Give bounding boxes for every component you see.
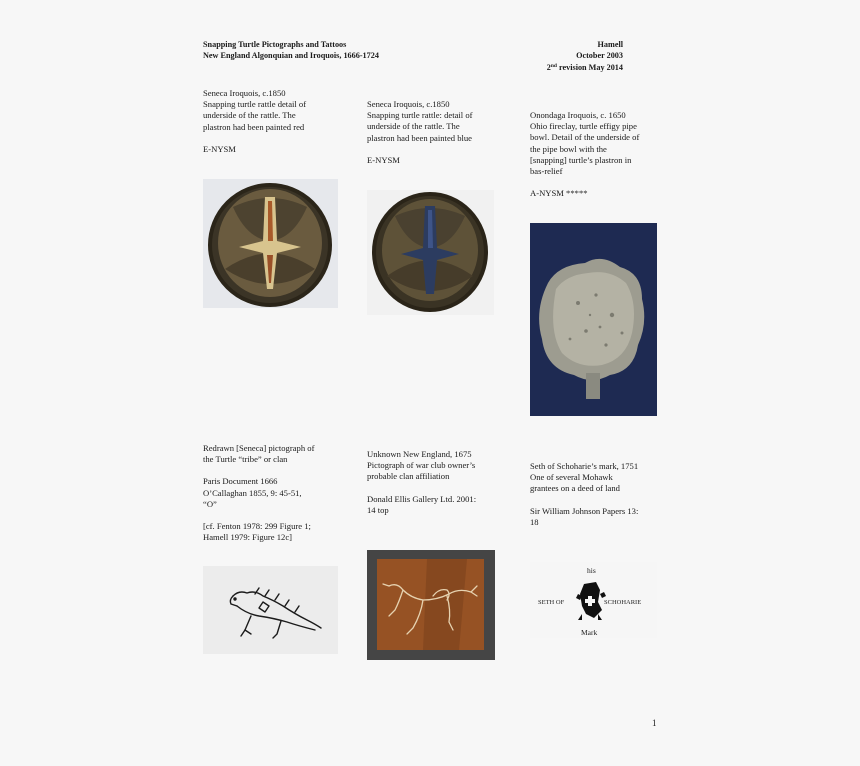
caption-line: Pictograph of war club owner’s [367, 460, 476, 471]
caption-source: 14 top [367, 504, 389, 515]
caption-seth-mark [530, 461, 660, 528]
caption-source: A-NYSM ***** [530, 188, 588, 199]
header-date: October 2003 [576, 50, 623, 60]
caption-line: plastron had been painted blue [367, 132, 473, 143]
caption-reference: [cf. Fenton 1978: 299 Figure 1; [203, 521, 311, 532]
caption-source: Paris Document 1666 [203, 476, 278, 487]
caption-line: One of several Mohawk [530, 472, 613, 483]
caption-war-club-pictograph [367, 449, 497, 516]
caption-source: O’Callaghan 1855, 9: 45-51, [203, 487, 302, 498]
photo-war-club-pictograph [367, 550, 495, 660]
caption-line: the Turtle “tribe” or clan [203, 454, 288, 465]
caption-line: Onondaga Iroquois, c. 1650 [530, 110, 626, 120]
caption-line: Seth of Schoharie’s mark, 1751 [530, 461, 639, 471]
caption-line: the pipe bowl with the [530, 143, 607, 154]
caption-line: Redrawn [Seneca] pictograph of [203, 443, 315, 453]
caption-source: E-NYSM [203, 143, 236, 154]
mark-word-mark: Mark [581, 628, 598, 637]
photo-turtle-effigy-pipe-bowl [530, 223, 657, 416]
image-turtle-pictograph-drawing [203, 566, 338, 654]
caption-line: bowl. Detail of the underside of [530, 132, 640, 143]
caption-line: Seneca Iroquois, c.1850 [367, 99, 450, 109]
caption-source: 18 [530, 516, 539, 527]
caption-red-rattle [203, 88, 333, 155]
caption-line: Seneca Iroquois, c.1850 [203, 88, 286, 98]
caption-line: Unknown New England, 1675 [367, 449, 472, 459]
caption-line: grantees on a deed of land [530, 483, 620, 494]
caption-line: Ohio fireclay, turtle effigy pipe [530, 121, 637, 132]
caption-line: probable clan affiliation [367, 471, 450, 482]
caption-seneca-pictograph [203, 443, 343, 543]
header-author: Hamell [597, 40, 623, 49]
document-header-meta [547, 40, 623, 74]
mark-word-seth-of: SETH OF [538, 599, 565, 606]
caption-source: “O” [203, 498, 217, 509]
caption-pipe-bowl [530, 110, 660, 199]
caption-line: underside of the rattle. The [203, 110, 296, 121]
caption-source: Sir William Johnson Papers 13: [530, 505, 639, 516]
caption-line: Snapping turtle rattle detail of [203, 99, 307, 110]
mark-word-his: his [587, 566, 596, 575]
photo-blue-turtle-rattle [367, 190, 494, 315]
caption-line: Snapping turtle rattle: detail of [367, 110, 473, 121]
page-number: 1 [652, 718, 657, 728]
caption-line: bas-relief [530, 166, 563, 177]
caption-line: [snapping] turtle’s plastron in [530, 154, 632, 165]
caption-line: underside of the rattle. The [367, 121, 460, 132]
image-seth-of-schoharie-mark [530, 562, 657, 638]
caption-line: plastron had been painted red [203, 121, 305, 132]
caption-blue-rattle [367, 99, 497, 166]
header-title-line1: Snapping Turtle Pictographs and Tattoos [203, 40, 347, 49]
caption-reference: Hamell 1979: Figure 12c] [203, 532, 293, 543]
header-revision: 2nd revision May 2014 [546, 63, 623, 72]
header-title-line2: New England Algonquian and Iroquois, 1666-1724 [203, 50, 379, 60]
caption-source: E-NYSM [367, 154, 400, 165]
document-header-title [203, 40, 379, 61]
photo-red-turtle-rattle [203, 179, 338, 308]
mark-word-schoharie: SCHOHARIE [604, 599, 642, 606]
caption-source: Donald Ellis Gallery Ltd. 2001: [367, 493, 477, 504]
